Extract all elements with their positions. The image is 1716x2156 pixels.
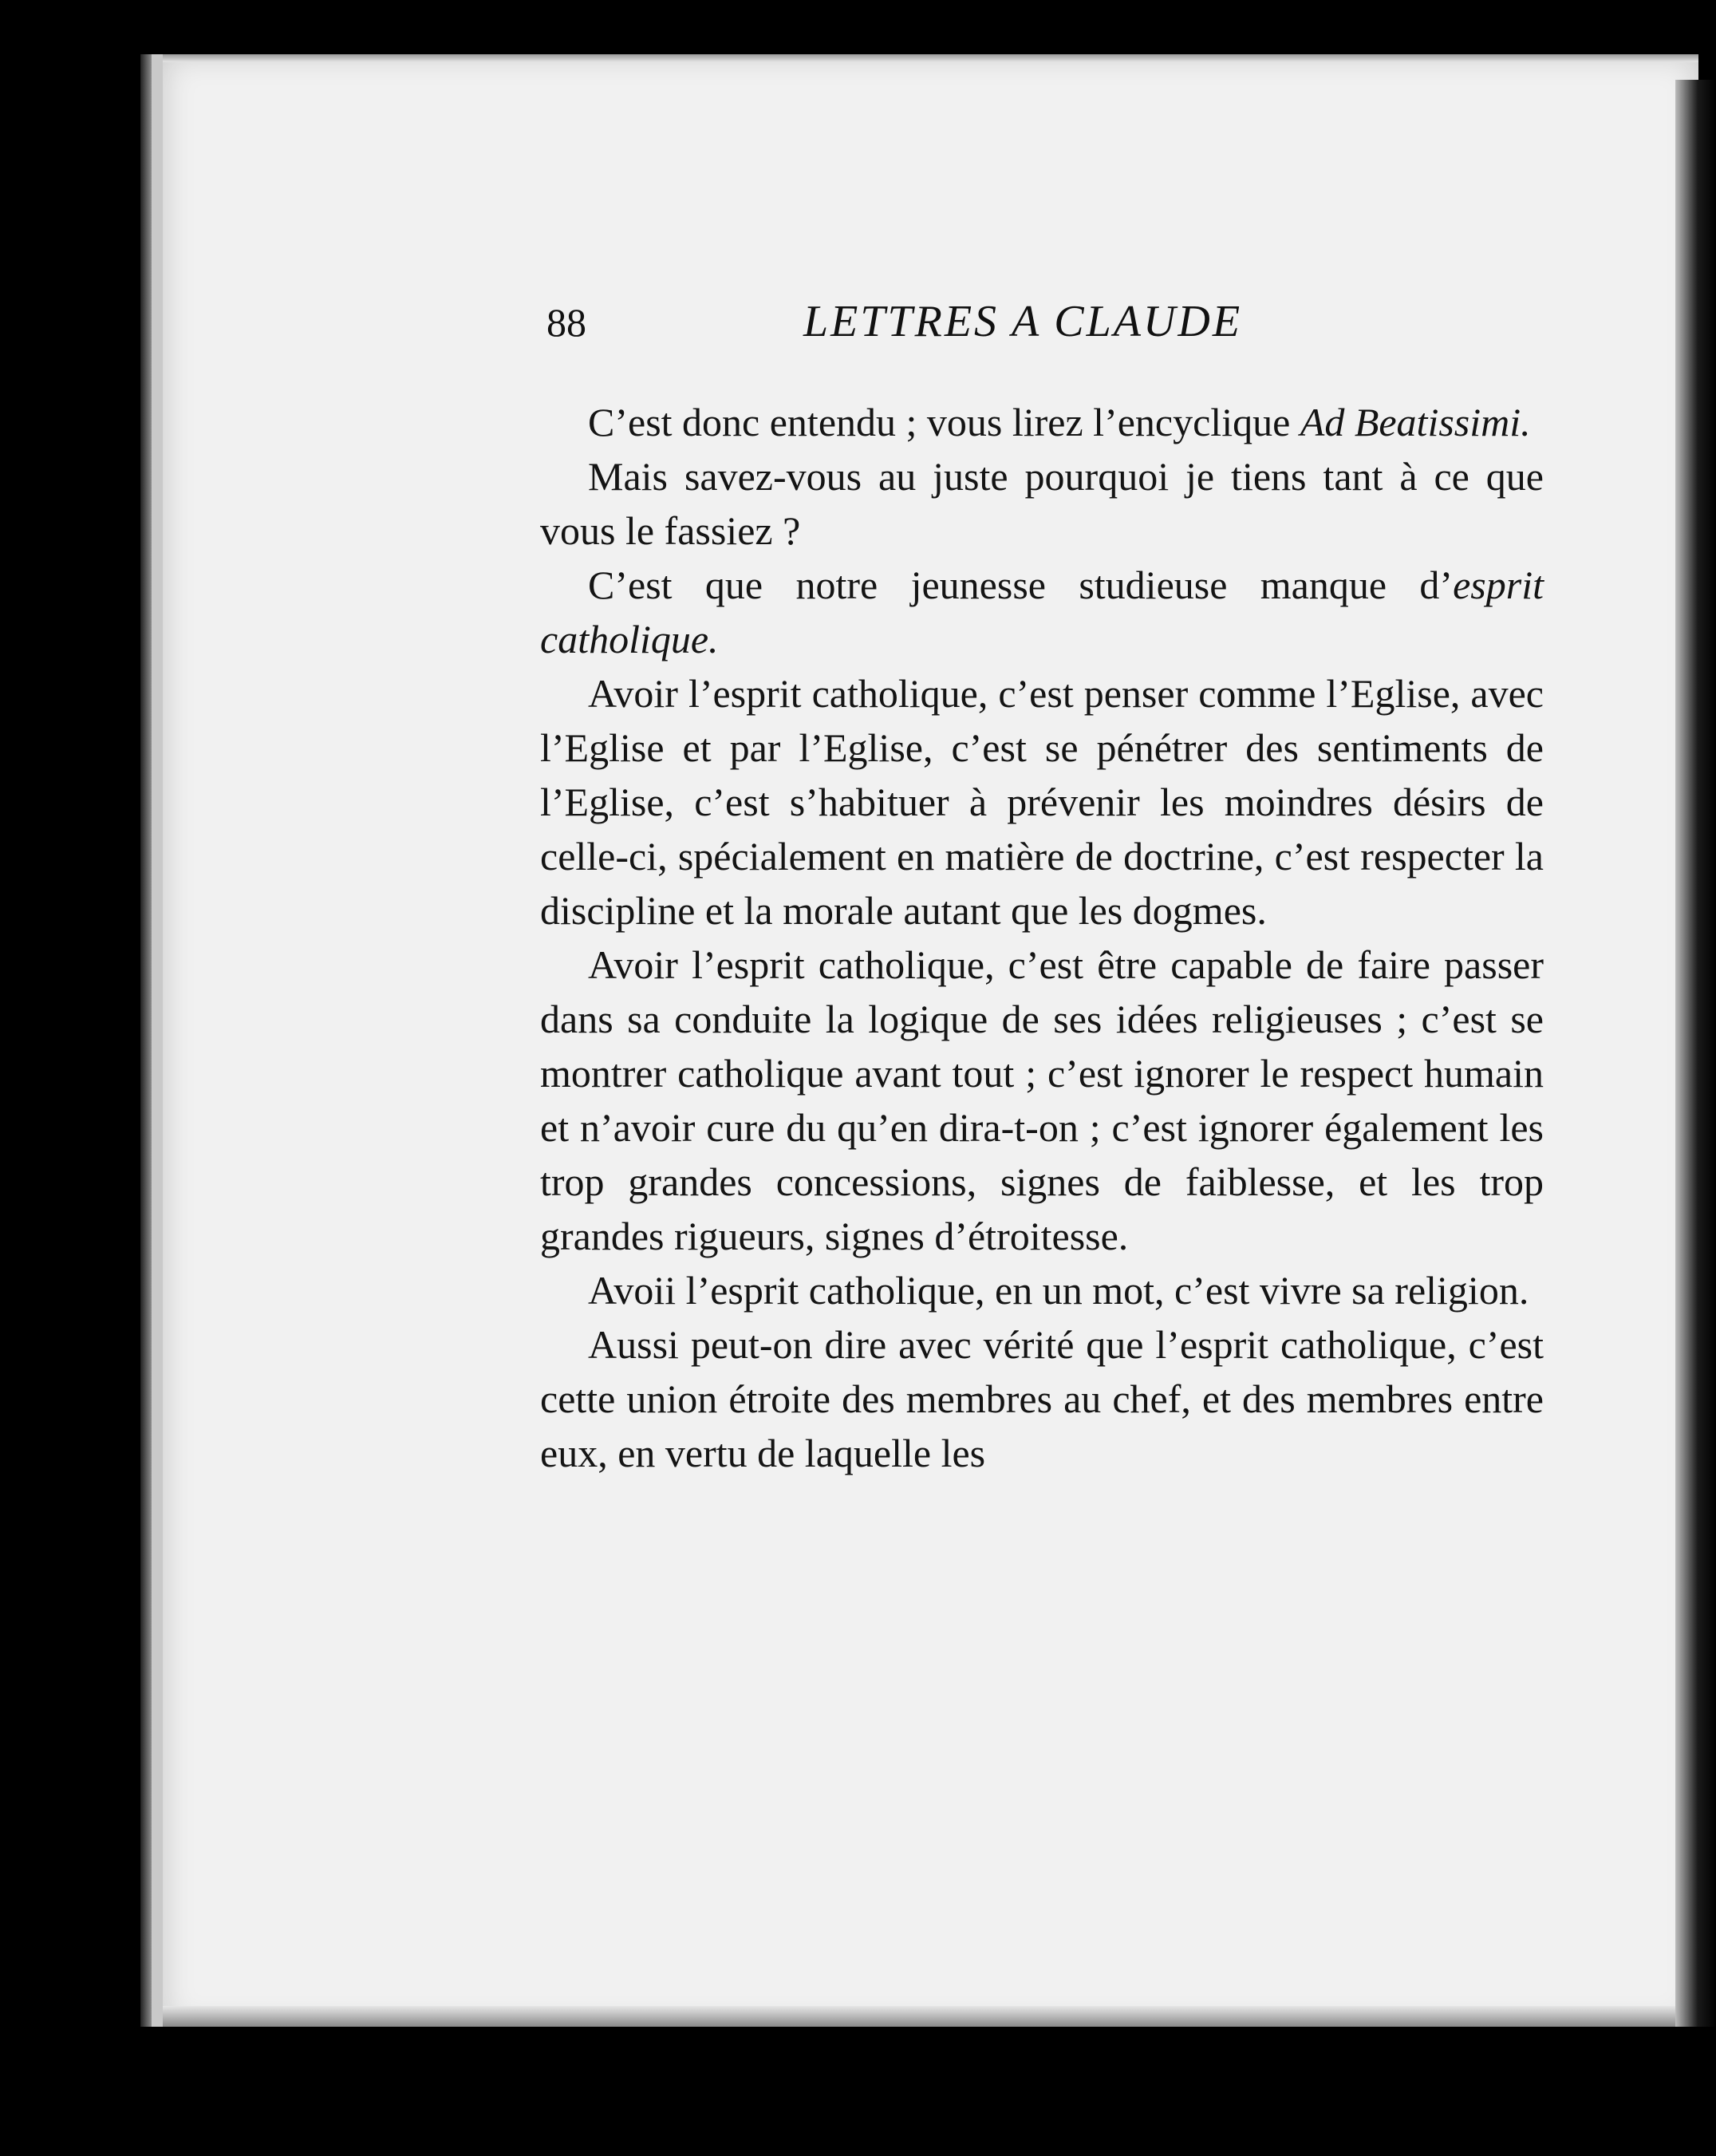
- running-header: [546, 291, 1296, 363]
- encyclical-title: Ad Beatissimi.: [1300, 400, 1531, 444]
- running-title: LETTRES A CLAUDE: [803, 297, 1243, 346]
- paragraph-7: Aussi peut-on dire avec vérité que l’esprit catholique, c’est cette union étroite des membres au chef, et des membres entre eux, en vertu de laquelle les: [540, 1322, 1544, 1475]
- paragraph-3: [540, 558, 1544, 666]
- paragraph-4: Avoir l’esprit catholique, c’est penser comme l’Eglise, avec l’Eglise et par l’Eglise, c’est se pénétrer des sentiments de l’Eglise, c’est s’habituer à prévenir les moindres désirs de celle-ci, spécialement en matière de doctrine, c’est respecter la discipline et la morale autant que les dogmes.: [540, 671, 1544, 933]
- paragraph-2: Mais savez-vous au juste pourquoi je tiens tant à ce que vous le fassiez ?: [540, 454, 1544, 553]
- esprit-catholique-emphasis: esprit catholique.: [540, 563, 1544, 661]
- book-binding-edge: [1675, 80, 1716, 2027]
- paragraph-5: Avoir l’esprit catholique, c’est être capable de faire passer dans sa conduite la logique de ses idées religieuses ; c’est se montrer catholique avant tout ; c’est ignorer le respect humain et n’avoir cure du qu’en dira-t-on ; c’est ignorer également les trop grandes concessions, signes de faiblesse, et les trop grandes rigueurs, signes d’étroitesse.: [540, 942, 1544, 1258]
- paragraph-3-text: C’est que notre jeunesse studieuse manque d’: [588, 563, 1454, 607]
- paragraph-1: [540, 395, 1544, 449]
- paragraph-1-text: C’est donc entendu ; vous lirez l’encyclique: [588, 400, 1300, 444]
- paragraph-6: Avoii l’esprit catholique, en un mot, c’est vivre sa religion.: [588, 1268, 1529, 1313]
- body-text: [540, 395, 1544, 1480]
- page-top-edge: [163, 54, 1698, 62]
- page-bottom-edge: [163, 2006, 1698, 2027]
- page-number: 88: [546, 300, 586, 345]
